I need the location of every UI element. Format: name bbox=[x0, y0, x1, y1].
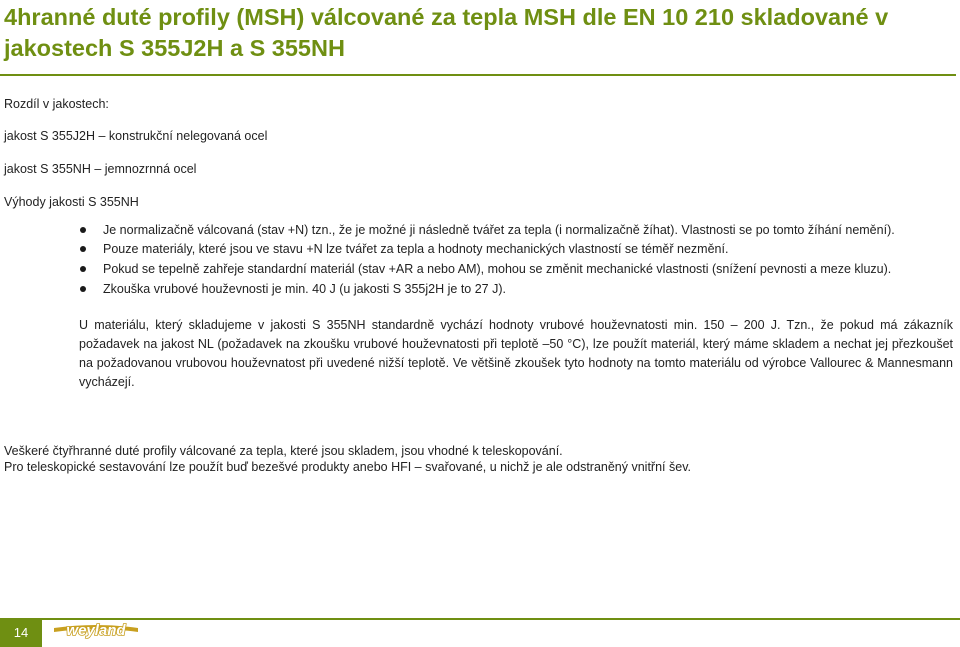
advantages-title: Výhody jakosti S 355NH bbox=[4, 195, 139, 209]
bullet-icon bbox=[80, 286, 86, 292]
difference-item-s355j2h: jakost S 355J2H – konstrukční nelegovaná ocel bbox=[4, 129, 268, 143]
bullet-icon bbox=[80, 227, 86, 233]
list-item bbox=[80, 241, 895, 261]
list-item bbox=[80, 222, 895, 241]
advantages-list bbox=[80, 222, 895, 301]
telescoping-assembly-note: Pro teleskopické sestavování lze použít buď bezešvé produkty anebo HFI – svařované, u nichž je ale odstraněný vnitřní šev. bbox=[4, 460, 691, 474]
notch-toughness-paragraph: U materiálu, který skladujeme v jakosti S 355NH standardně vychází hodnoty vrubové houževnatosti min. 150 – 200 J. Tzn., že pokud má zákazník požadavek na jakost NL (požadavek na zkoušku vrubové houževnatosti při teplotě –50 °C), lze použít materiál, který máme skladem a nechat jej přezkoušet na požadovanou vrubovou houževnatost při uvedené nižší teplotě. Ve většině zkoušek tyto hodnoty na tomto materiálu od výrobce Vallourec & Mannesmann vycházejí. bbox=[79, 318, 953, 389]
difference-item-s355nh: jakost S 355NH – jemnozrnná ocel bbox=[4, 162, 197, 176]
logo-text: weyland bbox=[66, 622, 126, 639]
title-divider bbox=[0, 74, 956, 76]
weyland-logo bbox=[52, 619, 140, 641]
list-item-text: Pokud se tepelně zahřeje standardní materiál (stav +AR a nebo AM), mohou se změnit mechanické vlastnosti (snížení pevnosti a meze kluzu). bbox=[103, 262, 892, 276]
page-title: 4hranné duté profily (MSH) válcované za tepla MSH dle EN 10 210 skladované v jakostech S 355J2H a S 355NH bbox=[4, 4, 889, 61]
bullet-icon bbox=[80, 266, 86, 272]
difference-label: Rozdíl v jakostech: bbox=[4, 97, 109, 111]
list-item-text: Je normalizačně válcovaná (stav +N) tzn., že je možné ji následně tvářet za tepla (i normalizačně žíhat). Vlastnosti se po tomto žíhání nemění). bbox=[103, 223, 895, 237]
list-item bbox=[80, 261, 895, 281]
telescoping-note: Veškeré čtyřhranné duté profily válcované za tepla, které jsou skladem, jsou vhodné k teleskopování. bbox=[4, 444, 563, 458]
bullet-icon bbox=[80, 246, 86, 252]
list-item-text: Zkouška vrubové houževnosti je min. 40 J (u jakosti S 355j2H je to 27 J). bbox=[103, 282, 506, 296]
page-number: 14 bbox=[0, 618, 42, 647]
list-item-text: Pouze materiály, které jsou ve stavu +N lze tvářet za tepla a hodnoty mechanických vlastností se téměř nezmění. bbox=[103, 242, 729, 256]
footer-divider bbox=[0, 618, 960, 620]
list-item bbox=[80, 281, 895, 301]
